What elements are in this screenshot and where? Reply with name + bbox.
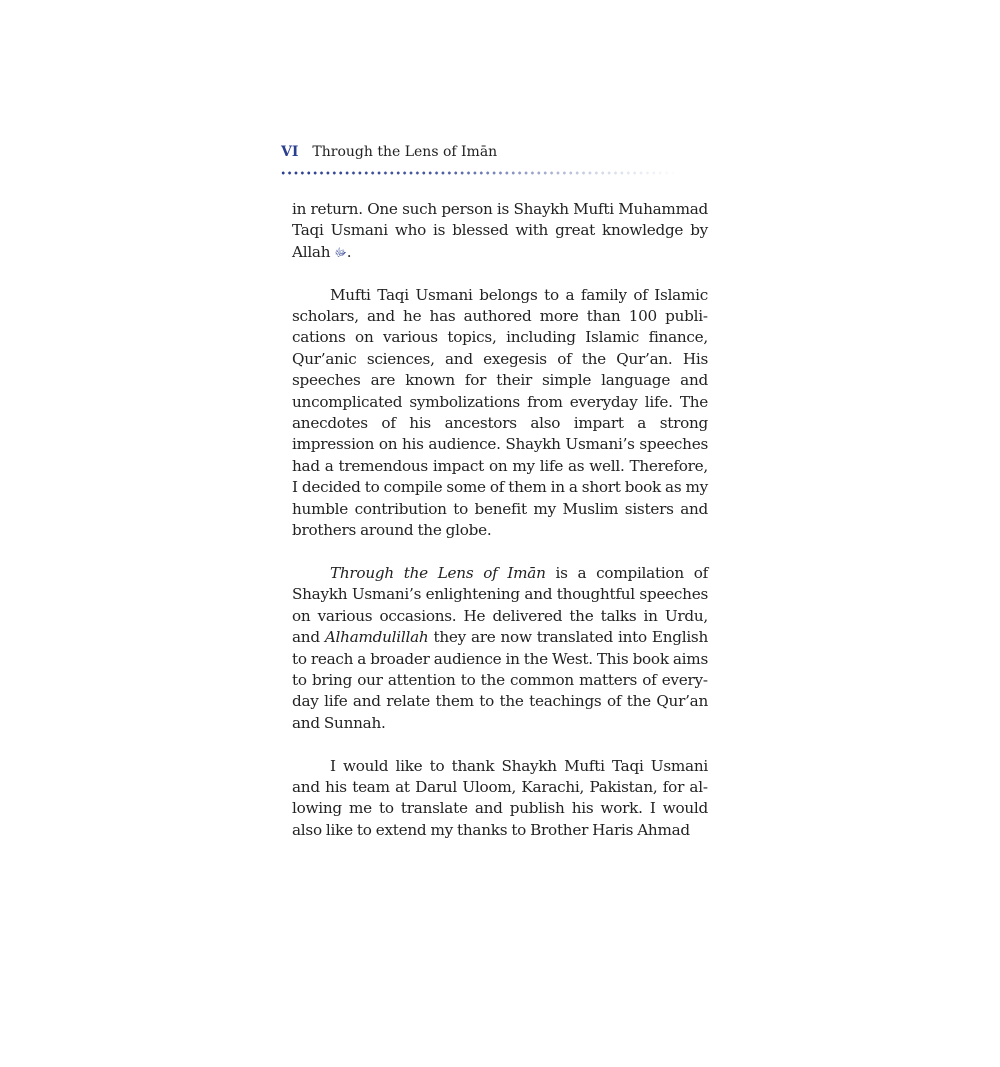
paragraph-1 — [292, 199, 708, 263]
book-title-italic: Through the Lens of Imān — [330, 563, 546, 582]
paragraph-1-end: . — [346, 242, 352, 261]
paragraph-2: Mufti Taqi Usmani belongs to a family of Islamic scholars, and he has authored more than 100 publications on various topics, including Islamic finance, Qur’anic sciences, and exegesis of the Qur’an. His speeches are known for their simple language and uncomplicated symbolizations from everyday life. The anecdotes of his ancestors also impart a strong impression on his audience. Shaykh Usmani’s speeches had a tremendous impact on my life as well. Therefore, I decided to compile some of them in a short book as my humble contribution to benefit my Muslim sisters and brothers around the globe. — [292, 285, 708, 540]
page-number: VI — [281, 144, 299, 160]
alhamdulillah-italic: Alhamdulillah — [324, 628, 429, 647]
body-text — [292, 199, 708, 841]
paragraph-3-text-a: is a compilation of Shaykh Usmani’s enlightening and thoughtful speeches on various occasions. He delivered the talks in Urdu, and — [292, 563, 708, 647]
paragraph-3 — [292, 563, 708, 734]
paragraph-3-text-b: they are now translated into English to reach a broader audience in the West. This book aims to bring our attention to the common matters of everyday life and relate them to the teachings of the Qur’an and Sunnah. — [292, 628, 708, 732]
honorific-glyph-icon: ﷻ — [334, 245, 347, 259]
running-title: Through the Lens of Imān — [312, 144, 498, 160]
paragraph-1-text: in return. One such person is Shaykh Mufti Muhammad Taqi Usmani who is blessed with great knowledge by Allah — [292, 200, 708, 261]
running-header — [281, 144, 497, 166]
dotted-divider — [280, 171, 680, 175]
paragraph-4: I would like to thank Shaykh Mufti Taqi Usmani and his team at Darul Uloom, Karachi, Pakistan, for allowing me to translate and publish his work. I would also like to extend my thanks to Brother Haris Ahmad — [292, 756, 708, 839]
